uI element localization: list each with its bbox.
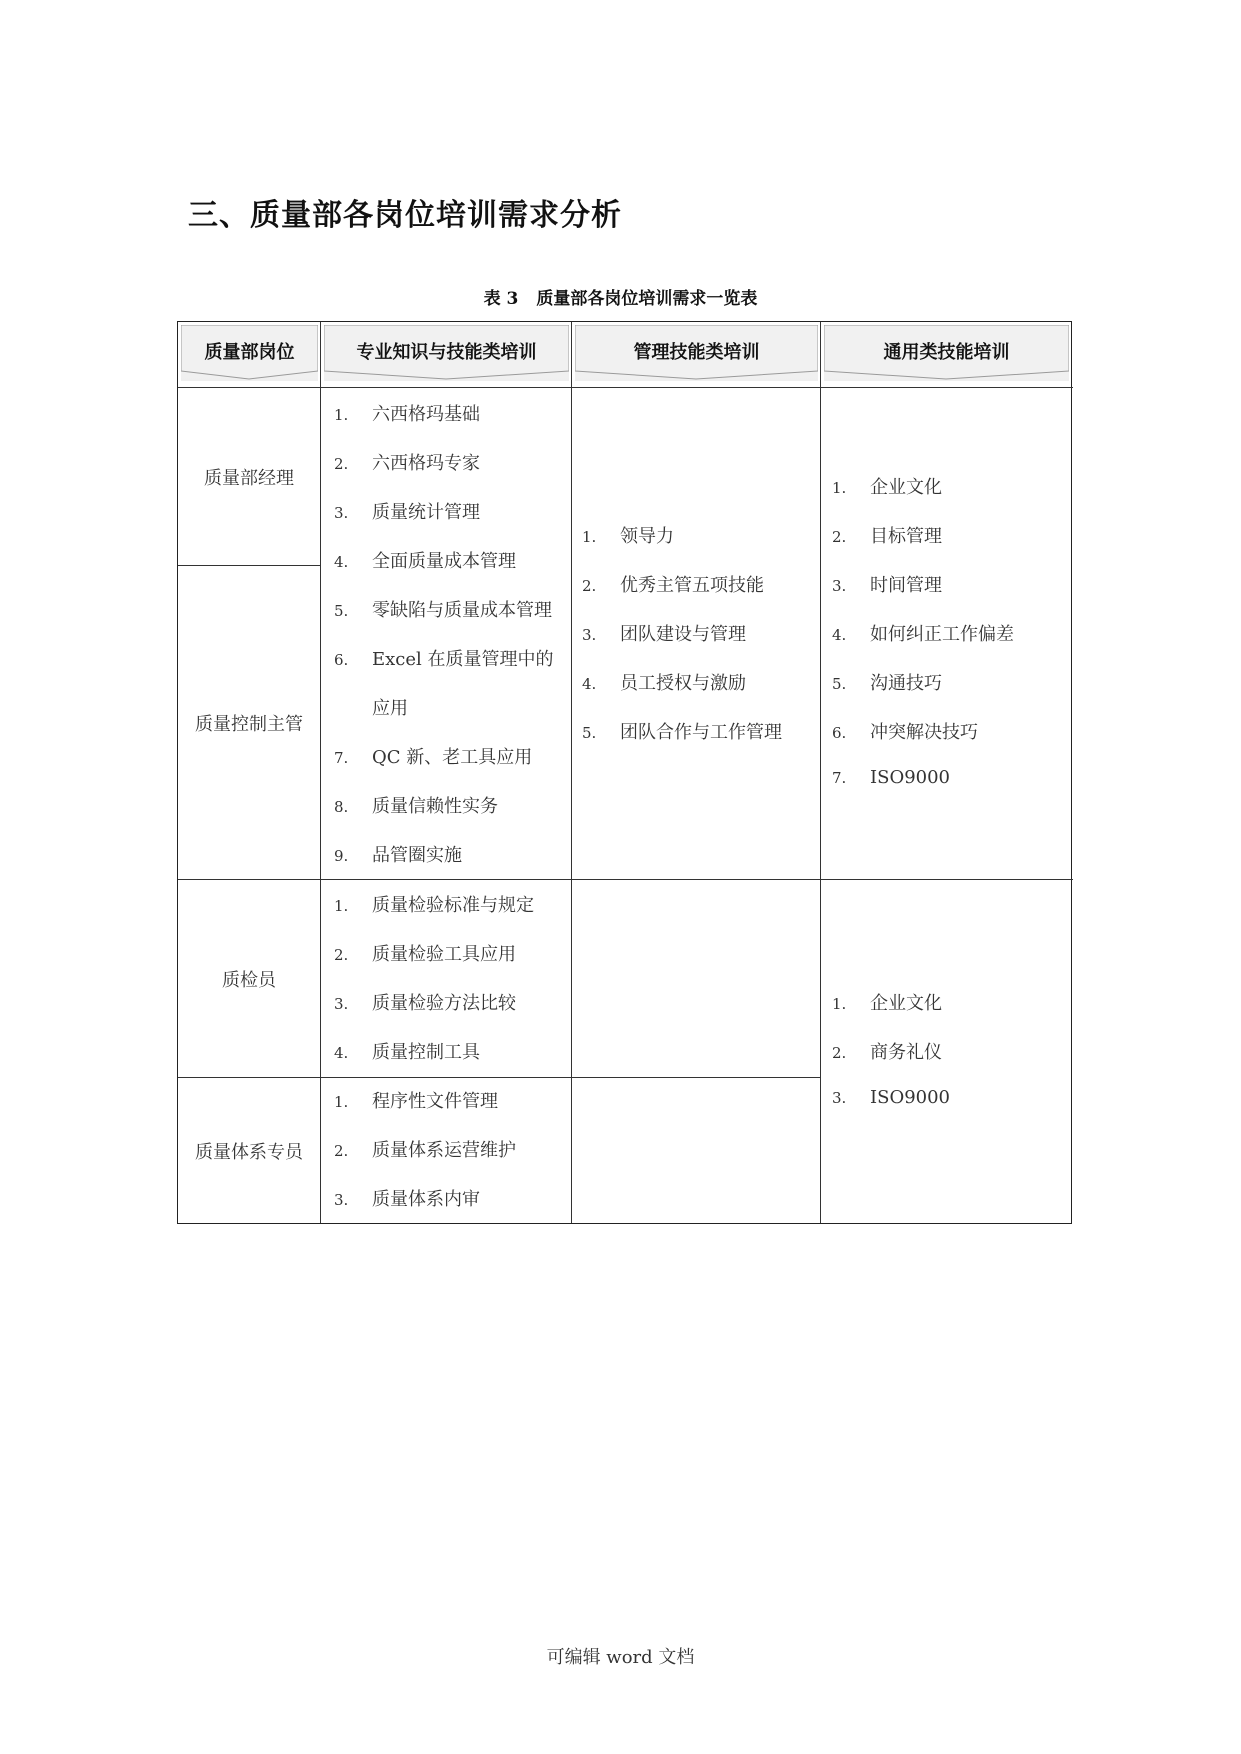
list-item: 8. 质量信赖性实务 — [334, 796, 498, 817]
header-position-label: 质量部岗位 — [204, 342, 295, 363]
table-caption-number: 表 3 — [483, 289, 519, 309]
header-general-label: 通用类技能培训 — [883, 342, 1010, 363]
table-caption — [0, 284, 1241, 309]
list-item: 5. 零缺陷与质量成本管理 — [334, 600, 552, 621]
list-item: 4. 如何纠正工作偏差 — [832, 624, 1014, 645]
list-item: 2. 质量检验工具应用 — [334, 944, 516, 965]
header-management-label: 管理技能类培训 — [633, 342, 760, 363]
list-item: 6. Excel 在质量管理中的 — [334, 649, 554, 670]
list-item: 4. 员工授权与激励 — [582, 673, 746, 694]
list-item: 4. 质量控制工具 — [334, 1042, 480, 1063]
position-quality-control-supervisor: 质量控制主管 — [195, 713, 303, 735]
list-item: 2. 优秀主管五项技能 — [582, 575, 764, 596]
page-footer: 可编辑 word 文档 — [546, 1647, 695, 1668]
list-item: 7. ISO9000 — [832, 767, 951, 788]
list-item: 2. 质量体系运营维护 — [334, 1140, 516, 1161]
list-item: 3. ISO9000 — [832, 1087, 951, 1108]
list-item-continuation: 应用 — [372, 698, 408, 719]
position-quality-inspector: 质检员 — [222, 969, 276, 991]
list-item: 3. 质量统计管理 — [334, 502, 480, 523]
list-item: 3. 质量检验方法比较 — [334, 993, 516, 1014]
column-divider — [320, 322, 321, 1223]
header-management — [575, 325, 818, 381]
column-divider — [820, 322, 821, 1223]
list-item: 3. 时间管理 — [832, 575, 942, 596]
position-quality-manager: 质量部经理 — [204, 467, 294, 489]
column-divider — [571, 322, 572, 1223]
list-item: 9. 品管圈实施 — [334, 845, 462, 866]
list-item: 1. 企业文化 — [832, 477, 942, 498]
list-item: 2. 商务礼仪 — [832, 1042, 942, 1063]
list-item: 1. 程序性文件管理 — [334, 1091, 498, 1112]
list-item: 5. 沟通技巧 — [832, 673, 942, 694]
list-item: 2. 六西格玛专家 — [334, 453, 480, 474]
list-item: 6. 冲突解决技巧 — [832, 722, 978, 743]
list-item: 1. 质量检验标准与规定 — [334, 895, 534, 916]
list-item: 7. QC 新、老工具应用 — [334, 747, 533, 768]
list-item: 3. 团队建设与管理 — [582, 624, 746, 645]
header-general — [824, 325, 1069, 381]
section-heading: 三、质量部各岗位培训需求分析 — [188, 198, 622, 233]
training-needs-table — [177, 321, 1072, 1224]
list-item: 1. 六西格玛基础 — [334, 404, 480, 425]
header-professional-label: 专业知识与技能类培训 — [356, 342, 537, 363]
list-item: 2. 目标管理 — [832, 526, 942, 547]
list-item: 1. 领导力 — [582, 526, 674, 547]
header-professional — [324, 325, 569, 381]
list-item: 1. 企业文化 — [832, 993, 942, 1014]
list-item: 5. 团队合作与工作管理 — [582, 722, 782, 743]
list-item: 3. 质量体系内审 — [334, 1189, 480, 1210]
position-quality-system-specialist: 质量体系专员 — [195, 1142, 303, 1163]
list-item: 4. 全面质量成本管理 — [334, 551, 516, 572]
header-position — [181, 325, 318, 381]
table-caption-title: 质量部各岗位培训需求一览表 — [536, 289, 758, 309]
